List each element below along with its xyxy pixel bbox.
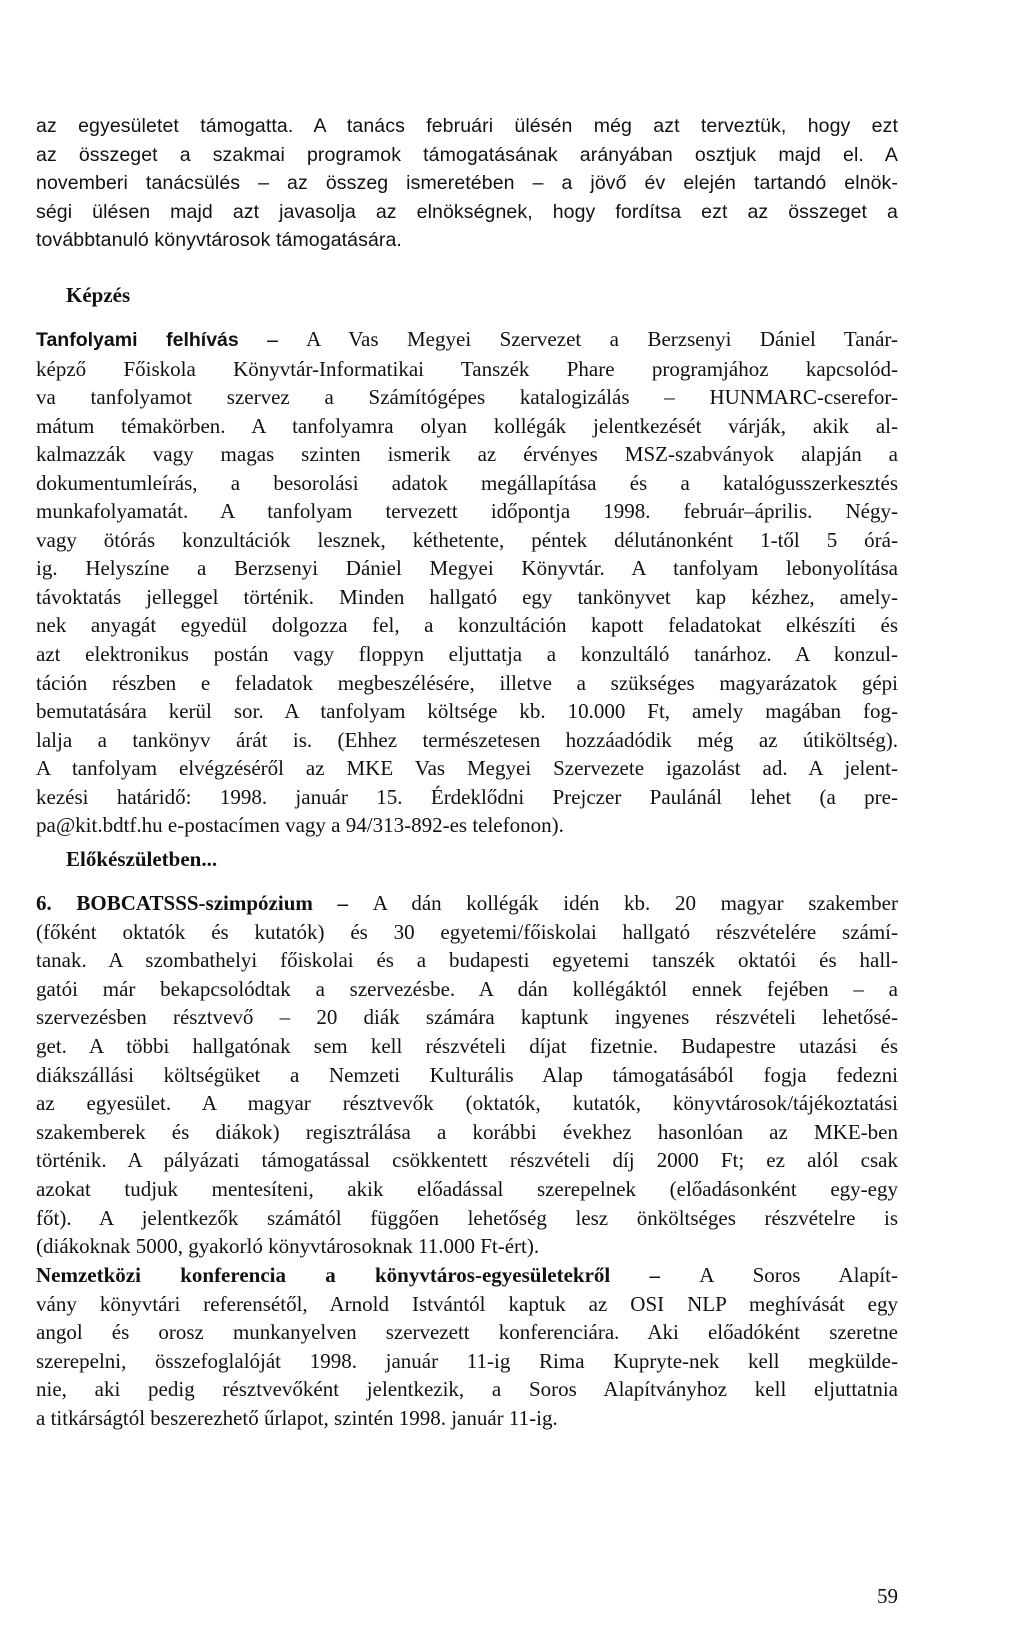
intro-line: ségi ülésen majd azt javasolja az elnökségnek, hogy fordítsa ezt az összeget a bbox=[36, 200, 898, 223]
intro-line: továbbtanuló könyvtárosok támogatására. bbox=[36, 229, 402, 251]
bobcatsss-line: (diákoknak 5000, gyakorló könyvtárosoknak 11.000 Ft-ért). bbox=[36, 1234, 540, 1259]
course-line: munkafolyamatát. A tanfolyam tervezett időpontja 1998. február–április. Négy- bbox=[36, 499, 898, 524]
conference-line: a titkárságtól beszerezhető űrlapot, szintén 1998. január 11-ig. bbox=[36, 1405, 558, 1430]
course-line: ig. Helyszíne a Berzsenyi Dániel Megyei Könyvtár. A tanfolyam lebonyolítása bbox=[36, 556, 898, 581]
bobcatsss-line: tanak. A szombathelyi főiskolai és a budapesti egyetemi tanszék oktatói és hall- bbox=[36, 948, 898, 973]
bobcatsss-first-line bbox=[36, 889, 898, 918]
bobcatsss-paragraph bbox=[36, 889, 898, 1261]
course-line: azt elektronikus postán vagy floppyn eljuttatja a konzultáló tanárhoz. A konzul- bbox=[36, 642, 898, 667]
bobcatsss-line: diákszállási költségüket a Nemzeti Kulturális Alap támogatásából fogja fedezni bbox=[36, 1062, 898, 1087]
bobcatsss-line: get. A többi hallgatónak sem kell részvételi díjat fizetnie. Budapestre utazási és bbox=[36, 1033, 898, 1058]
conference-first-line bbox=[36, 1261, 898, 1290]
course-first-line bbox=[36, 325, 898, 355]
intro-line: novemberi tanácsülés – az összeg ismeretében – a jövő év elején tartandó elnök- bbox=[36, 172, 898, 194]
course-lead: Tanfolyami felhívás bbox=[36, 329, 239, 351]
bobcatsss-line: az egyesület. A magyar résztvevők (oktatók, kutatók, könyvtárosok/tájékoztatási bbox=[36, 1091, 898, 1116]
course-line: pa@kit.bdtf.hu e-postacímen vagy a 94/313-892-es telefonon). bbox=[36, 813, 564, 838]
course-line: lalja a tankönyv árát is. (Ehhez természetesen hozzáadódik még az útiköltség). bbox=[36, 727, 898, 752]
course-line: távoktatás jelleggel történik. Minden hallgató egy tankönyvet kap kézhez, amely- bbox=[36, 584, 898, 609]
course-line: kezési határidő: 1998. január 15. Érdeklődni Prejczer Paulánál lehet (a pre- bbox=[36, 784, 898, 809]
bobcatsss-line: főt). A jelentkezők számától függően lehetőség lesz önköltséges részvételre is bbox=[36, 1205, 898, 1230]
course-line: bemutatására kerül sor. A tanfolyam költsége kb. 10.000 Ft, amely magában fog- bbox=[36, 699, 898, 724]
course-first-line-text: A Vas Megyei Szervezet a Berzsenyi Dániel Tanár- bbox=[306, 327, 898, 351]
course-line: kalmazzák vagy magas szinten ismerik az érvényes MSZ-szabványok alapján a bbox=[36, 442, 898, 467]
bobcatsss-first-line-text: A dán kollégák idén kb. 20 magyar szakember bbox=[372, 891, 899, 915]
intro-paragraph bbox=[36, 112, 898, 255]
conference-dash: – bbox=[610, 1263, 700, 1287]
bobcatsss-line: történik. A pályázati támogatással csökkentett részvételi díj 2000 Ft; ez alól csak bbox=[36, 1148, 898, 1173]
bobcatsss-line: gatói már bekapcsolódtak a szervezésbe. A dán kollégáktól ennek fejében – a bbox=[36, 976, 898, 1001]
course-line: vagy ötórás konzultációk lesznek, kéthetente, péntek délutánonként 1-től 5 órá- bbox=[36, 527, 898, 552]
section-heading-kepzes: Képzés bbox=[66, 283, 131, 307]
course-line: dokumentumleírás, a besorolási adatok megállapítása és a katalógusszerkesztés bbox=[36, 470, 898, 495]
conference-line: nie, aki pedig résztvevőként jelentkezik, a Soros Alapítványhoz kell eljuttatnia bbox=[36, 1377, 898, 1402]
intro-line: az egyesületet támogatta. A tanács februári ülésén még azt terveztük, hogy ezt bbox=[36, 115, 898, 137]
section-heading-elokeszuletben: Előkészületben... bbox=[66, 847, 218, 871]
bobcatsss-line: szervezésben résztvevő – 20 diák számára kaptunk ingyenes részvételi lehetősé- bbox=[36, 1005, 898, 1030]
conference-paragraph bbox=[36, 1261, 898, 1433]
conference-lead: Nemzetközi konferencia a könyvtáros-egyesületekről bbox=[36, 1263, 611, 1287]
course-dash: – bbox=[238, 327, 307, 351]
course-line: va tanfolyamot szervez a Számítógépes katalogizálás – HUNMARC-cserefor- bbox=[36, 385, 898, 410]
bobcatsss-lead: 6. BOBCATSSS-szimpózium bbox=[36, 891, 313, 915]
conference-line: vány könyvtári referensétől, Arnold Istvántól kaptuk az OSI NLP meghívását egy bbox=[36, 1291, 898, 1316]
conference-line: szerepelni, összefoglalóját 1998. január 11-ig Rima Kupryte-nek kell megkülde- bbox=[36, 1348, 898, 1373]
bobcatsss-line: szakemberek és diákok) regisztrálása a korábbi évekhez hasonlóan az MKE-ben bbox=[36, 1119, 898, 1144]
page-number: 59 bbox=[877, 1584, 898, 1608]
course-line: mátum témakörben. A tanfolyamra olyan kollégák jelentkezését várják, akik al- bbox=[36, 413, 898, 438]
bobcatsss-dash: – bbox=[312, 891, 373, 915]
course-line: A tanfolyam elvégzéséről az MKE Vas Megyei Szervezete igazolást ad. A jelent- bbox=[36, 756, 898, 781]
bobcatsss-line: (főként oktatók és kutatók) és 30 egyetemi/főiskolai hallgató részvételére számí- bbox=[36, 919, 898, 944]
course-line: táción részben e feladatok megbeszélésére, illetve a szükséges magyarázatok gépi bbox=[36, 670, 898, 695]
conference-first-line-text: A Soros Alapít- bbox=[699, 1263, 898, 1287]
bobcatsss-line: azokat tudjuk mentesíteni, akik előadással szerepelnek (előadásonként egy-egy bbox=[36, 1176, 898, 1201]
course-line: képző Főiskola Könyvtár-Informatikai Tanszék Phare programjához kapcsolód- bbox=[36, 356, 898, 381]
course-announcement-paragraph bbox=[36, 325, 898, 840]
conference-line: angol és orosz munkanyelven szervezett konferenciára. Aki előadóként szeretne bbox=[36, 1320, 898, 1345]
intro-line: az összeget a szakmai programok támogatásának arányában osztjuk majd el. A bbox=[36, 143, 898, 166]
course-line: nek anyagát egyedül dolgozza fel, a konzultáción kapott feladatokat elkészíti és bbox=[36, 613, 898, 638]
